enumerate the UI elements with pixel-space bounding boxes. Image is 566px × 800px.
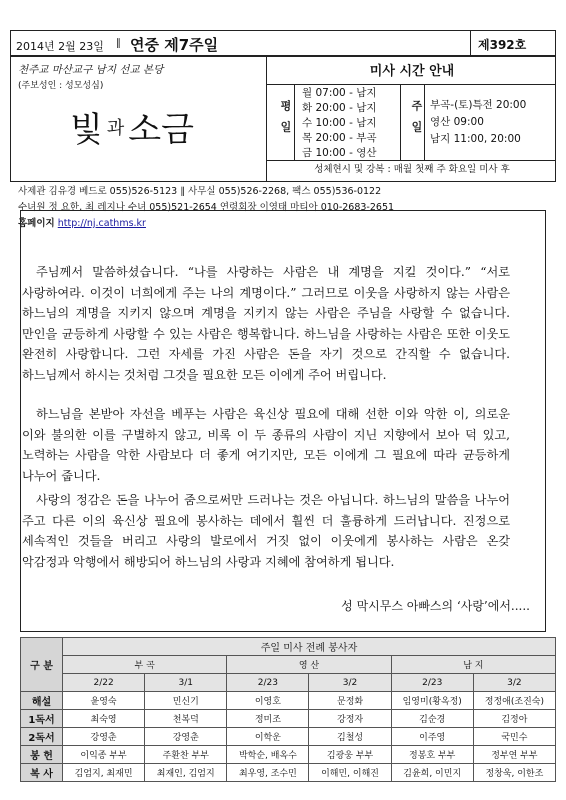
date-cell: 3/1: [145, 674, 227, 692]
date-cell: 2/23: [391, 674, 473, 692]
sunday-rule-left: [400, 84, 401, 160]
table-cell: 이해민, 이해진: [309, 764, 391, 782]
title-salt: 소금: [128, 110, 194, 150]
table-cell: 김정아: [473, 710, 555, 728]
mass-schedule-title: 미사 시간 안내: [369, 64, 455, 79]
table-cell: 강영춘: [63, 728, 145, 746]
bulletin-title: [70, 102, 260, 154]
date-cell: 3/2: [309, 674, 391, 692]
row-label-altar-servers: 복 사: [21, 764, 63, 782]
group-bugok: 부 곡: [63, 656, 227, 674]
service-table: [20, 637, 556, 782]
table-cell: 김광웅 부부: [309, 746, 391, 764]
weekday-times: [302, 86, 377, 161]
homepage-link[interactable]: http://nj.cathms.kr: [57, 218, 146, 229]
table-cell: 윤영숙: [63, 692, 145, 710]
table-cell: 이주영: [391, 728, 473, 746]
table-cell: 정봉호 부부: [391, 746, 473, 764]
table-corner: 구 분: [21, 638, 63, 692]
liturgical-week: 연중 제7주일: [130, 36, 219, 54]
contact-line-1: 사제관 김유경 베드로 055)526-5123 ∥ 사무실 055)526-2268, 팩스 055)536-0122: [18, 186, 382, 197]
sunday-mass-yeongsan: 영산 09:00: [430, 116, 484, 128]
weekday-mass-wed: 수 10:00 - 남지: [302, 117, 377, 129]
group-yeongsan: 영 산: [227, 656, 391, 674]
table-cell: 정미조: [227, 710, 309, 728]
table-cell: 이익종 부부: [63, 746, 145, 764]
article-paragraph-1: 주님께서 말씀하셨습니다. “나를 사랑하는 사람은 내 계명을 지킬 것이다.” “서로 사랑하여라. 이것이 너희에게 주는 나의 계명이다.” 그러므로 이웃을 사랑하지 않는 사람은 하느님의 계명을 지키지 않으며 계명을 지키지 않는 사람은 주님을 사랑할 수 없습니다. 만인을 균등하게 사랑할 수 있는 사람은 행복합니다. 하느님을 사랑하는 사람은 또한 이웃도 완전히 사랑합니다. 그런 자세를 가진 사람은 돈을 자기 것으로 간직할 수 없습니다. 하느님께서 하시는 것처럼 그것을 필요한 모든 이에게 주어 버립니다.: [22, 265, 510, 382]
table-row: [21, 728, 556, 746]
weekday-mass-mon: 월 07:00 - 남지: [302, 87, 377, 99]
sunday-label: [405, 100, 423, 150]
date-cell: 3/2: [473, 674, 555, 692]
weekday-label-text: 평일: [279, 100, 292, 142]
table-cell: 국민수: [473, 728, 555, 746]
table-cell: 김철성: [309, 728, 391, 746]
table-row: [21, 764, 556, 782]
table-cell: 주환찬 부부: [145, 746, 227, 764]
table-cell: 천복덕: [145, 710, 227, 728]
masthead-divider: [266, 56, 267, 182]
sunday-label-text: 주일: [410, 100, 423, 142]
article-paragraph-2: 하느님을 본받아 자선을 베푸는 사람은 육신상 필요에 대해 선한 이와 악한 이, 의로운 이와 불의한 이를 구별하지 않고, 비록 이 두 종류의 사람이 지닌 지향에서 보아 덕 있고, 노력하는 사람을 악한 사람보다 더 좋게 여기지만, 모든 이에게 그 필요에 따라 균등하게 나누어 줍니다.: [22, 407, 510, 483]
header-divider: [470, 30, 471, 56]
issue-number: 제392호: [478, 38, 527, 52]
table-cell: 강영춘: [145, 728, 227, 746]
date-separator: ∥: [116, 38, 121, 49]
table-cell: 김엄지, 최재민: [63, 764, 145, 782]
date-cell: 2/23: [227, 674, 309, 692]
group-namji: 남 지: [391, 656, 555, 674]
contact-line-2: 수녀원 정 요한, 최 레지나 수녀 055)521-2654 연령회장 이영태 마티아 010-2683-2651: [18, 202, 395, 213]
sunday-mass-bugok: 부곡-(토)특전 20:00: [430, 99, 527, 111]
table-cell: 정정애(조진숙): [473, 692, 555, 710]
table-cell: 민신기: [145, 692, 227, 710]
table-row: [21, 710, 556, 728]
table-cell: 최우영, 조수민: [227, 764, 309, 782]
table-cell: 최재인, 김엄지: [145, 764, 227, 782]
sunday-mass-namji: 남지 11:00, 20:00: [430, 133, 521, 145]
adoration-notice: 성체현시 및 강복 : 매월 첫째 주 화요일 미사 후: [314, 164, 510, 175]
row-label-reading-1: 1독서: [21, 710, 63, 728]
table-row: [21, 746, 556, 764]
row-label-commentator: 해설: [21, 692, 63, 710]
title-light: 빛: [70, 110, 103, 150]
table-cell: 문정화: [309, 692, 391, 710]
row-label-offertory: 봉 헌: [21, 746, 63, 764]
service-table-title: 주일 미사 전례 봉사자: [63, 638, 556, 656]
weekday-mass-thu: 목 20:00 - 부곡: [302, 132, 377, 144]
article-paragraph-3: 사랑의 정감은 돈을 나누어 줌으로써만 드러나는 것은 아닙니다. 하느님의 말씀을 나누어 주고 다른 이의 육신상 필요에 봉사하는 데에서 훨씬 더 훌륭하게 드러납니다. 진정으로 세속적인 것들을 버리고 사랑의 발로에서 거짓 없이 이웃에게 봉사하는 사람은 온갖 악감정과 악행에서 해방되어 하느님의 사랑과 지혜에 참여하게 됩니다.: [22, 493, 510, 569]
weekday-mass-fri: 금 10:00 - 영산: [302, 147, 377, 159]
table-cell: 강정자: [309, 710, 391, 728]
table-cell: 정창욱, 이한조: [473, 764, 555, 782]
table-cell: 이영호: [227, 692, 309, 710]
sunday-times: [430, 97, 526, 148]
patron-saint: (주보성인 : 성모성심): [18, 81, 104, 91]
weekday-label: [274, 100, 292, 150]
table-cell: 김순경: [391, 710, 473, 728]
table-cell: 이학운: [227, 728, 309, 746]
table-row: [21, 692, 556, 710]
table-cell: 최숙영: [63, 710, 145, 728]
row-label-reading-2: 2독서: [21, 728, 63, 746]
parish-name: 천주교 마산교구 남지 선교 본당: [18, 64, 164, 76]
table-cell: 박학순, 배옥수: [227, 746, 309, 764]
table-cell: 임영미(황옥정): [391, 692, 473, 710]
table-cell: 정부연 부부: [473, 746, 555, 764]
article-source: 성 막시무스 아빠스의 ‘사랑’에서.....: [341, 599, 530, 613]
homepage-label: 홈페이지: [18, 218, 55, 229]
date-cell: 2/22: [63, 674, 145, 692]
table-cell: 김윤희, 이민지: [391, 764, 473, 782]
issue-date: 2014년 2월 23일: [16, 40, 104, 53]
title-and: 과: [106, 117, 125, 139]
weekday-mass-tue: 화 20:00 - 남지: [302, 102, 377, 114]
mass-title-rule: [266, 84, 556, 85]
